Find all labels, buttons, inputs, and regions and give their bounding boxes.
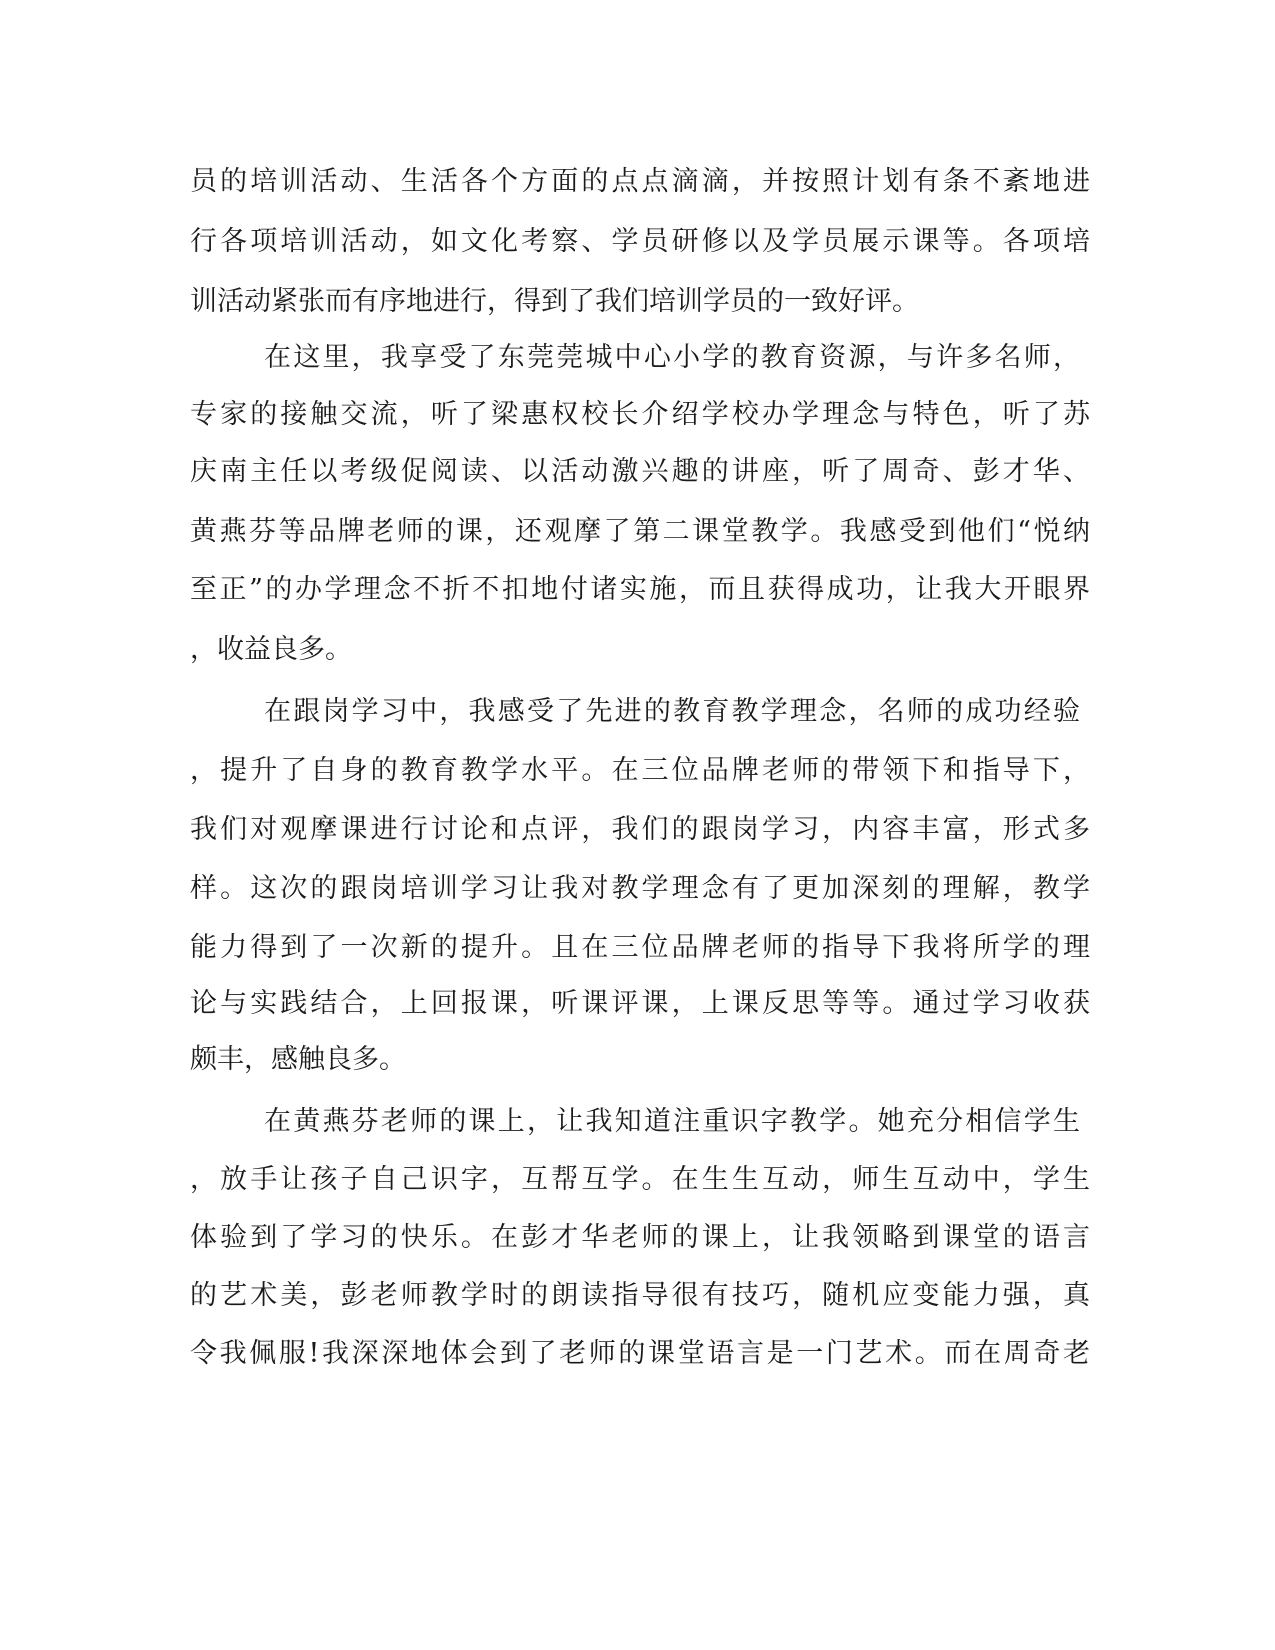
text-line-10: 在跟岗学习中，我感受了先进的教育教学理念，名师的成功经验 xyxy=(264,696,1080,727)
text-line-13: 样。这次的跟岗培训学习让我对教学理念有了更加深刻的理解，教学 xyxy=(190,873,1090,904)
text-line-16: 颇丰，感触良多。 xyxy=(190,1044,406,1075)
text-line-17: 在黄燕芬老师的课上，让我知道注重识字教学。她充分相信学生 xyxy=(264,1106,1080,1137)
text-line-15: 论与实践结合，上回报课，听课评课，上课反思等等。通过学习收获 xyxy=(190,988,1090,1019)
text-line-14: 能力得到了一次新的提升。且在三位品牌老师的指导下我将所学的理 xyxy=(190,932,1090,963)
text-line-3: 训活动紧张而有序地进行，得到了我们培训学员的一致好评。 xyxy=(190,286,919,317)
text-line-4: 在这里，我享受了东莞莞城中心小学的教育资源，与许多名师， xyxy=(264,342,1080,373)
text-line-9: ，收益良多。 xyxy=(190,634,352,665)
text-line-18: ，放手让孩子自己识字，互帮互学。在生生互动，师生互动中，学生 xyxy=(190,1164,1090,1195)
text-line-19: 体验到了学习的快乐。在彭才华老师的课上，让我领略到课堂的语言 xyxy=(190,1222,1090,1253)
text-line-11: ，提升了自身的教育教学水平。在三位品牌老师的带领下和指导下， xyxy=(190,755,1090,786)
text-line-2: 行各项培训活动，如文化考察、学员研修以及学员展示课等。各项培 xyxy=(190,226,1090,257)
text-line-7: 黄燕芬等品牌老师的课，还观摩了第二课堂教学。我感受到他们“悦纳 xyxy=(190,516,1090,547)
text-line-12: 我们对观摩课进行讨论和点评，我们的跟岗学习，内容丰富，形式多 xyxy=(190,814,1090,845)
text-line-20: 的艺术美，彭老师教学时的朗读指导很有技巧，随机应变能力强，真 xyxy=(190,1280,1090,1311)
text-line-5: 专家的接触交流，听了梁惠权校长介绍学校办学理念与特色，听了苏 xyxy=(190,399,1090,430)
text-line-8: 至正”的办学理念不折不扣地付诸实施，而且获得成功，让我大开眼界 xyxy=(190,574,1090,605)
text-line-21: 令我佩服!我深深地体会到了老师的课堂语言是一门艺术。而在周奇老 xyxy=(190,1338,1090,1369)
text-line-6: 庆南主任以考级促阅读、以活动激兴趣的讲座，听了周奇、彭才华、 xyxy=(190,456,1090,487)
text-line-1: 员的培训活动、生活各个方面的点点滴滴，并按照计划有条不紊地进 xyxy=(190,166,1090,197)
